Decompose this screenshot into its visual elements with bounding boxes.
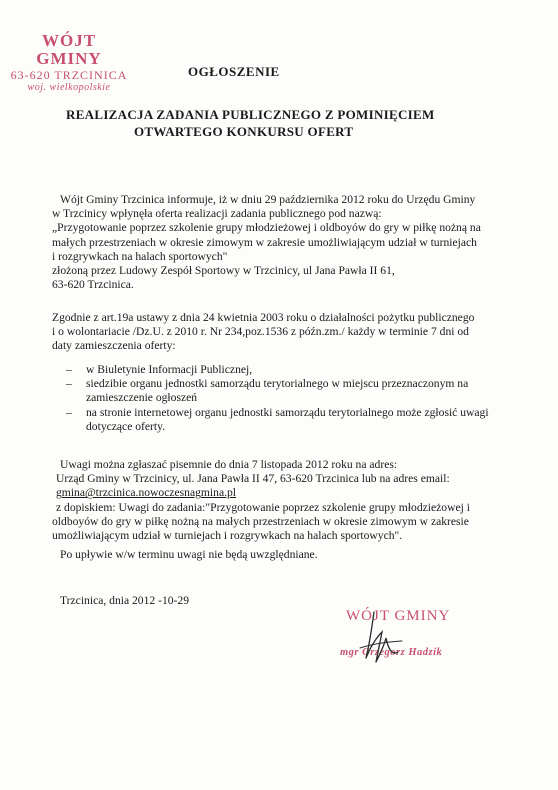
stamp-line-3: woj. wielkopolskie bbox=[27, 82, 111, 93]
paragraph-line: w Trzcinicy wpłynęła oferta realizacji zadania publicznego pod nazwą: bbox=[52, 207, 382, 221]
paragraph-line: z dopiskiem: Uwagi do zadania:"Przygotowanie poprzez szkolenie grupy młodzieżowej i bbox=[56, 500, 470, 514]
paragraph-line: i o wolontariacie /Dz.U. z 2010 r. Nr 234,poz.1536 z późn.zm./ każdy w terminie 7 dni od bbox=[52, 325, 469, 339]
list-item: – na stronie internetowej organu jednostki samorządu terytorialnego może zgłosić uwagi dotyczące oferty. bbox=[66, 406, 506, 434]
office-stamp bbox=[8, 32, 130, 94]
legal-basis-paragraph bbox=[52, 311, 512, 354]
handwritten-signature bbox=[352, 608, 432, 668]
paragraph-line: Urząd Gminy w Trzcinicy, ul. Jana Pawła II 47, 63-620 Trzcinica lub na adres email: bbox=[56, 472, 450, 486]
document-title: OGŁOSZENIE bbox=[188, 64, 280, 79]
stamp-line-2: 63-620 TRZCINICA bbox=[10, 68, 128, 82]
document-subtitle-line-2: OTWARTEGO KONKURSU OFERT bbox=[134, 124, 354, 139]
document-subtitle-line-1: REALIZACJA ZADANIA PUBLICZNEGO Z POMINIĘCIEM bbox=[66, 107, 435, 122]
list-item: – w Biuletynie Informacji Publicznej, bbox=[66, 363, 506, 377]
comments-paragraph bbox=[52, 458, 512, 543]
paragraph-line: i rozgrywkach na halach sportowych" bbox=[52, 249, 228, 263]
email-link[interactable]: gmina@trzcinica.nowoczesnagmina.pl bbox=[56, 486, 237, 500]
paragraph-line: 63-620 Trzcinica. bbox=[52, 278, 134, 292]
paragraph-line: Zgodnie z art.19a ustawy z dnia 24 kwietnia 2003 roku o działalności pożytku publicznego bbox=[52, 311, 475, 324]
publication-places-list bbox=[66, 363, 506, 434]
paragraph-line: Uwagi można zgłaszać pisemnie do dnia 7 listopada 2012 roku na adres: bbox=[60, 458, 398, 471]
paragraph-line: oldboyów do gry w piłkę nożną na małych przestrzeniach w okresie zimowym w zakresie bbox=[52, 514, 469, 528]
paragraph-line: Wójt Gminy Trzcinica informuje, iż w dniu 29 października 2012 roku do Urzędu Gminy bbox=[60, 193, 476, 206]
paragraph-line: daty zamieszczenia oferty: bbox=[52, 339, 176, 353]
stamp-line-1: WÓJT GMINY bbox=[36, 31, 102, 68]
paragraph-line: małych przestrzeniach w okresie zimowym w zakresie umożliwiającym udział w turniejach bbox=[52, 235, 477, 249]
announcement-paragraph bbox=[52, 193, 512, 292]
paragraph-line: złożoną przez Ludowy Zespół Sportowy w Trzcinicy, ul Jana Pawła II 61, bbox=[52, 264, 395, 278]
list-item: – siedzibie organu jednostki samorządu terytorialnego w miejscu przeznaczonym na zamieszczenie ogłoszeń bbox=[66, 377, 506, 405]
paragraph-line: „Przygotowanie poprzez szkolenie grupy młodzieżowej i oldboyów do gry w piłkę nożną na bbox=[52, 221, 481, 235]
closing-note: Po upływie w/w terminu uwagi nie będą uwzględniane. bbox=[60, 548, 318, 561]
place-and-date: Trzcinica, dnia 2012 -10-29 bbox=[60, 594, 190, 607]
paragraph-line: umożliwiającym udział w turniejach i rozgrywkach na halach sportowych". bbox=[52, 529, 403, 543]
signature-stamp-name: mgr Grzegorz Hadzik bbox=[340, 647, 443, 658]
signature-stamp-title: WÓJT GMINY bbox=[346, 608, 451, 624]
